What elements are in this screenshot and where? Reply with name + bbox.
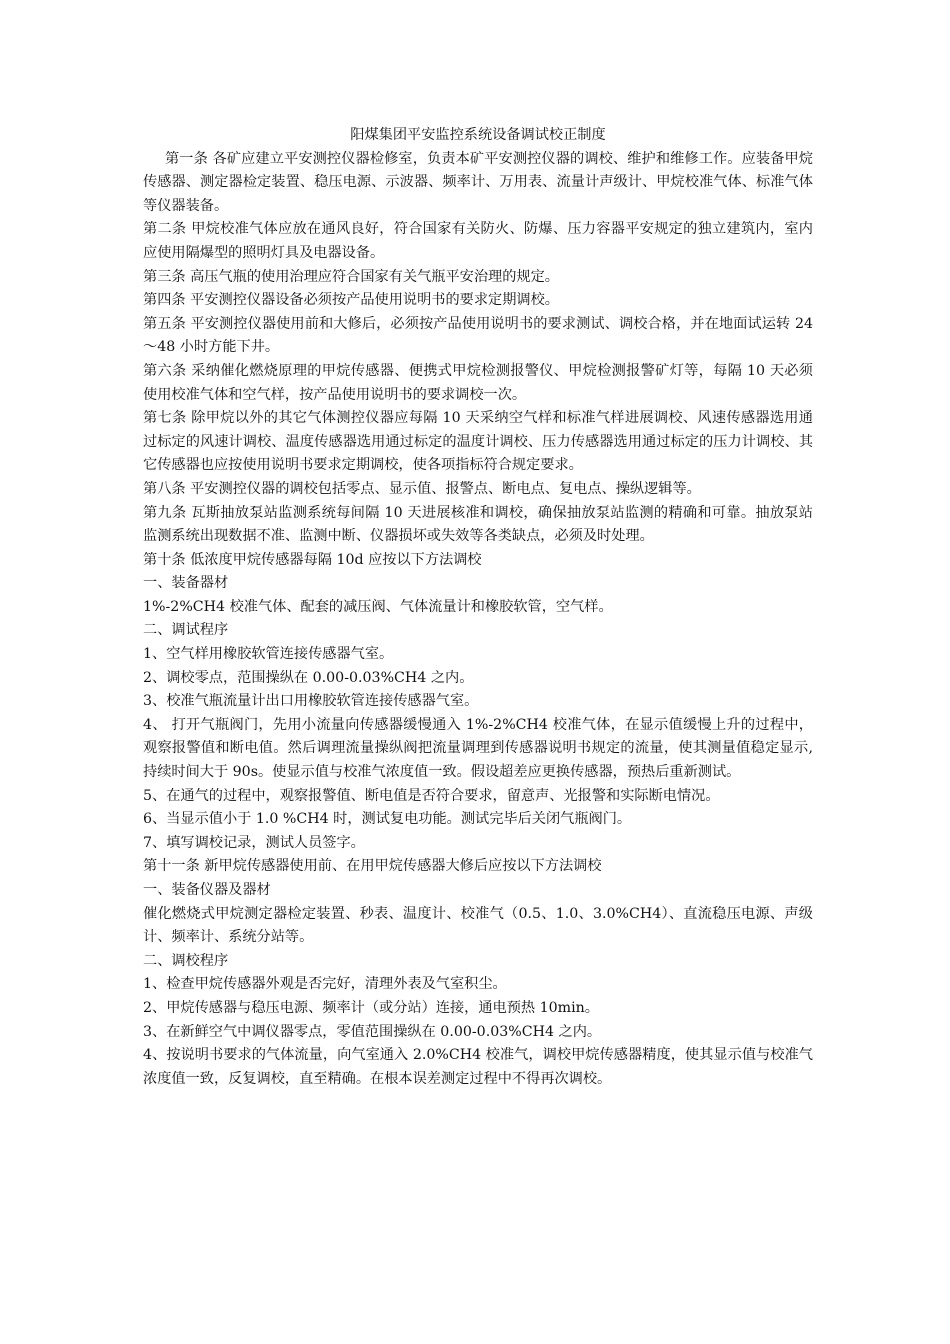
section-heading: 一、装备器材 — [143, 575, 229, 592]
paragraph-article-1: 第一条 各矿应建立平安测控仪器检修室，负责本矿平安测控仪器的调校、维护和维修工作。应装备甲烷传感器、测定器检定装置、稳压电源、示波器、频率计、万用表、流量计声级计、甲烷校准气体、标准气体等仪器装备。 — [143, 150, 813, 214]
section-heading: 二、调试程序 — [143, 622, 229, 639]
paragraph-article-6: 第六条 采纳催化燃烧原理的甲烷传感器、便携式甲烷检测报警仪、甲烷检测报警矿灯等，每隔 10 天必须使用校准气体和空气样，按产品使用说明书的要求调校一次。 — [143, 362, 813, 403]
list-item: 4、 打开气瓶阀门，先用小流量向传感器缓慢通入 1%-2%CH4 校准气体，在显示值缓慢上升的过程中，观察报警值和断电值。然后调理流量操纵阀把流量调理到传感器说明书规定的流量，使其测量值稳定显示,持续时间大于 90s。使显示值与校准气浓度值一致。假设超差应更换传感器，预热后重新测试。 — [143, 716, 813, 781]
paragraph-article-7: 第七条 除甲烷以外的其它气体测控仪器应每隔 10 天采纳空气样和标准气样进展调校、风速传感器选用通过标定的风速计调校、温度传感器选用通过标定的温度计调校、压力传感器选用通过标定的压力计调校、其它传感器也应按使用说明书要求定期调校，使各项指标符合规定要求。 — [143, 410, 813, 474]
list-item: 1、空气样用橡胶软管连接传感器气室。 — [143, 646, 394, 663]
paragraph-article-8: 第八条 平安测控仪器的调校包括零点、显示值、报警点、断电点、复电点、操纵逻辑等。 — [143, 480, 701, 497]
paragraph-article-11: 第十一条 新甲烷传感器使用前、在用甲烷传感器大修后应按以下方法调校 — [143, 858, 602, 875]
document-title: 阳煤集团平安监控系统设备调试校正制度 — [350, 127, 606, 143]
list-item: 3、在新鲜空气中调仪器零点，零值范围操纵在 0.00-0.03%CH4 之内。 — [143, 1023, 602, 1040]
list-item: 5、在通气的过程中，观察报警值、断电值是否符合要求，留意声、光报警和实际断电情况。 — [143, 787, 720, 804]
section-heading: 二、调校程序 — [143, 952, 229, 969]
paragraph-article-5: 第五条 平安测控仪器使用前和大修后，必须按产品使用说明书的要求测试、调校合格，并在地面试运转 24～48 小时方能下井。 — [143, 315, 813, 356]
paragraph-article-10: 第十条 低浓度甲烷传感器每隔 10d 应按以下方法调校 — [143, 551, 482, 568]
paragraph-article-4: 第四条 平安测控仪器设备必须按产品使用说明书的要求定期调校。 — [143, 292, 559, 309]
list-item: 4、按说明书要求的气体流量，向气室通入 2.0%CH4 校准气，调校甲烷传感器精度，使其显示值与校准气浓度值一致，反复调校，直至精确。在根本误差测定过程中不得再次调校。 — [143, 1047, 813, 1087]
section-heading: 一、装备仪器及器材 — [143, 882, 271, 898]
list-item: 催化燃烧式甲烷测定器检定装置、秒表、温度计、校准气（0.5、1.0、3.0%CH4）、直流稳压电源、声级计、频率计、系统分站等。 — [143, 905, 813, 946]
document-page — [143, 124, 813, 1091]
list-item: 3、校准气瓶流量计出口用橡胶软管连接传感器气室。 — [143, 693, 479, 710]
paragraph-article-9: 第九条 瓦斯抽放泵站监测系统每间隔 10 天进展核准和调校，确保抽放泵站监测的精确和可靠。抽放泵站监测系统出现数据不准、监测中断、仪器损坏或失效等各类缺点，必须及时处理。 — [143, 504, 813, 545]
list-item: 6、当显示值小于 1.0 %CH4 时，测试复电功能。测试完毕后关闭气瓶阀门。 — [143, 811, 632, 828]
list-item: 1、检查甲烷传感器外观是否完好，清理外表及气室积尘。 — [143, 976, 507, 993]
list-item: 2、甲烷传感器与稳压电源、频率计（或分站）连接，通电预热 10min。 — [143, 999, 599, 1016]
list-item: 1%-2%CH4 校准气体、配套的减压阀、气体流量计和橡胶软管，空气样。 — [143, 598, 613, 615]
paragraph-article-3: 第三条 高压气瓶的使用治理应符合国家有关气瓶平安治理的规定。 — [143, 268, 559, 285]
paragraph-article-2: 第二条 甲烷校准气体应放在通风良好，符合国家有关防火、防爆、压力容器平安规定的独立建筑内，室内应使用隔爆型的照明灯具及电器设备。 — [143, 221, 813, 261]
list-item: 7、填写调校记录，测试人员签字。 — [143, 834, 365, 851]
list-item: 2、调校零点，范围操纵在 0.00-0.03%CH4 之内。 — [143, 669, 474, 686]
